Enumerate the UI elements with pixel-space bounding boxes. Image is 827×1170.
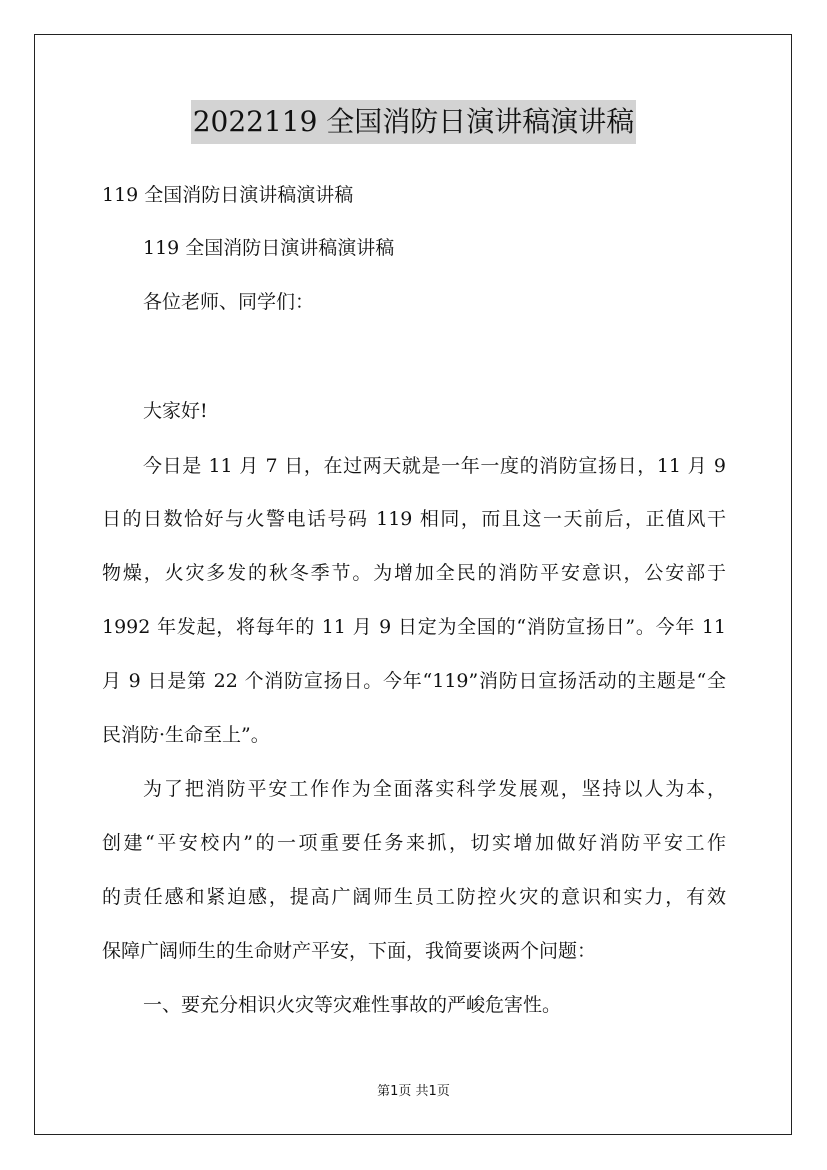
section-heading: 一、要充分相识火灾等灾难性事故的严峻危害性。 [143,994,562,1016]
subtitle: 119 全国消防日演讲稿演讲稿 [102,184,354,206]
paragraph2-line: 的责任感和紧迫感，提高广阔师生员工防控火灾的意识和实力，有效 [102,886,726,908]
paragraph2-line: 创建“平安校内”的一项重要任务来抓，切实增加做好消防平安工作 [102,832,726,854]
title-container [0,100,827,144]
paragraph1-line: 日的日数恰好与火警电话号码 119 相同，而且这一天前后，正值风干 [102,508,726,530]
paragraph2-line: 为了把消防平安工作作为全面落实科学发展观，坚持以人为本， [143,778,726,800]
paragraph1-line: 1992 年发起，将每年的 11 月 9 日定为全国的“消防宣扬日”。今年 11 [102,616,726,638]
page-footer: 第1页 共1页 [377,1084,450,1099]
paragraph1-line: 民消防·生命至上”。 [102,724,270,746]
heading-repeat: 119 全国消防日演讲稿演讲稿 [143,237,395,259]
paragraph1-line: 月 9 日是第 22 个消防宣扬日。今年“119”消防日宣扬活动的主题是“全 [102,670,726,692]
paragraph2-line: 保障广阔师生的生命财产平安，下面，我简要谈两个问题： [102,940,597,962]
paragraph1-line: 物燥，火灾多发的秋冬季节。为增加全民的消防平安意识，公安部于 [102,562,726,584]
paragraph1-line: 今日是 11 月 7 日，在过两天就是一年一度的消防宣扬日，11 月 9 [143,455,726,477]
document-title: 2022119 全国消防日演讲稿演讲稿 [191,100,637,144]
greeting: 大家好! [143,400,208,422]
salutation: 各位老师、同学们： [143,291,315,313]
